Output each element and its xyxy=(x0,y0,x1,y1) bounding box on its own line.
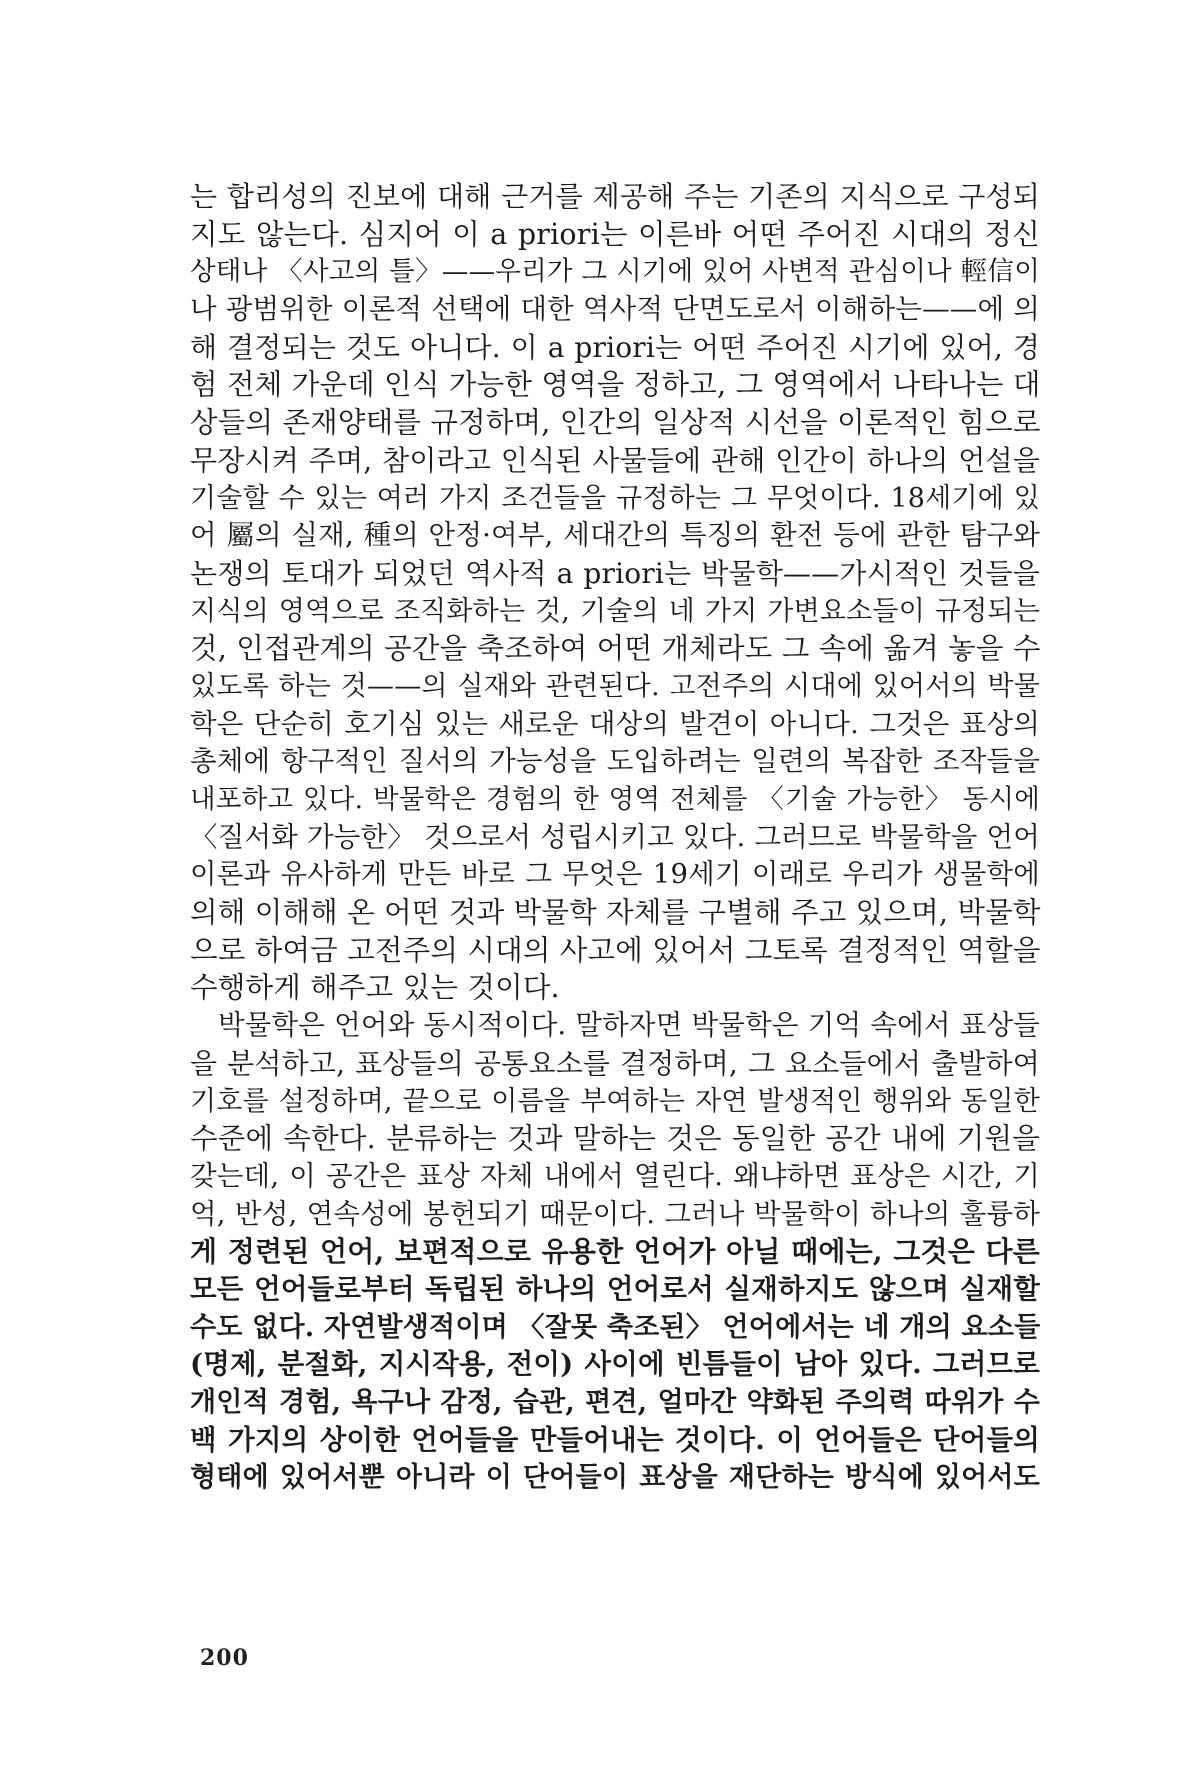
text-line: 게 정련된 언어, 보편적으로 유용한 언어가 아닐 때에는, 그것은 다른 xyxy=(190,1235,1040,1269)
text-line: 내포하고 있다. 박물학은 경험의 한 영역 전체를 〈기술 가능한〉 동시에 xyxy=(190,784,1040,815)
text-line: 이론과 유사하게 만든 바로 그 무엇은 19세기 이래로 우리가 생물학에 xyxy=(190,858,1040,891)
text-line: 논쟁의 토대가 되었던 역사적 a priori는 박물학——가시적인 것들을 xyxy=(190,556,1040,590)
text-line: 상들의 존재양태를 규정하며, 인간의 일상적 시선을 이론적인 힘으로 xyxy=(190,406,1041,440)
body-text xyxy=(190,178,1040,1497)
text-line: (명제, 분절화, 지시작용, 전이) 사이에 빈틈들이 남아 있다. 그러므로 xyxy=(190,1348,1040,1381)
text-line: 〈질서화 가능한〉 것으로서 성립시키고 있다. 그러므로 박물학을 언어 xyxy=(190,820,1040,853)
text-line: 수행하게 해주고 있는 것이다. xyxy=(190,971,560,1005)
text-line: 무장시켜 주며, 참이라고 인식된 사물들에 관해 인간이 하나의 언설을 xyxy=(190,443,1040,477)
text-line: 지도 않는다. 심지어 이 a priori는 이른바 어떤 주어진 시대의 정신 xyxy=(190,217,1040,251)
page-number: 200 xyxy=(200,1645,249,1671)
text-line: 험 전체 가운데 인식 가능한 영역을 정하고, 그 영역에서 나타나는 대 xyxy=(190,368,1041,402)
paragraph-1 xyxy=(190,178,1040,1007)
text-line: 을 분석하고, 표상들의 공통요소를 결정하며, 그 요소들에서 출발하여 xyxy=(190,1046,1040,1080)
text-line: 백 가지의 상이한 언어들을 만들어내는 것이다. 이 언어들은 단어들의 xyxy=(190,1423,1040,1456)
text-line: 있도록 하는 것——의 실재와 관련된다. 고전주의 시대에 있어서의 박물 xyxy=(190,670,1040,702)
text-line: 나 광범위한 이론적 선택에 대한 역사적 단면도로서 이해하는——에 의 xyxy=(190,293,1040,326)
text-line: 해 결정되는 것도 아니다. 이 a priori는 어떤 주어진 시기에 있어, 경 xyxy=(190,330,1040,364)
text-line: 박물학은 언어와 동시적이다. 말하자면 박물학은 기억 속에서 표상들 xyxy=(218,1009,1040,1042)
text-line: 총체에 항구적인 질서의 가능성을 도입하려는 일련의 복잡한 조작들을 xyxy=(190,745,1040,778)
text-line: 수도 없다. 자연발생적이며 〈잘못 축조된〉 언어에서는 네 개의 요소들 xyxy=(190,1311,1041,1343)
text-line: 기호를 설정하며, 끝으로 이름을 부여하는 자연 발생적인 행위와 동일한 xyxy=(190,1085,1040,1117)
text-line: 기술할 수 있는 여러 가지 조건들을 규정하는 그 무엇이다. 18세기에 있 xyxy=(190,482,1040,514)
text-line: 것, 인접관계의 공간을 축조하여 어떤 개체라도 그 속에 옮겨 놓을 수 xyxy=(190,632,1041,666)
text-line: 지식의 영역으로 조직화하는 것, 기술의 네 가지 가변요소들이 규정되는 xyxy=(190,595,1040,627)
text-line: 으로 하여금 고전주의 시대의 사고에 있어서 그토록 결정적인 역할을 xyxy=(190,933,1041,967)
text-line: 상태나 〈사고의 틀〉——우리가 그 시기에 있어 사변적 관심이나 輕信이 xyxy=(190,256,1040,288)
text-line: 모든 언어들로부터 독립된 하나의 언어로서 실재하지도 않으며 실재할 xyxy=(190,1272,1040,1305)
paragraph-2 xyxy=(190,1007,1040,1497)
text-line: 의해 이해해 온 어떤 것과 박물학 자체를 구별해 주고 있으며, 박물학 xyxy=(190,896,1041,930)
text-line: 어 屬의 실재, 種의 안정·여부, 세대간의 특징의 환전 등에 관한 탐구와 xyxy=(190,519,1040,552)
text-line: 억, 반성, 연속성에 봉헌되기 때문이다. 그러나 박물학이 하나의 훌륭하 xyxy=(190,1197,1040,1230)
text-line: 는 합리성의 진보에 대해 근거를 제공해 주는 기존의 지식으로 구성되 xyxy=(190,180,1040,213)
text-line: 수준에 속한다. 분류하는 것과 말하는 것은 동일한 공간 내에 기원을 xyxy=(190,1122,1040,1156)
text-line: 학은 단순히 호기심 있는 새로운 대상의 발견이 아니다. 그것은 표상의 xyxy=(190,707,1040,740)
text-line: 개인적 경험, 욕구나 감정, 습관, 편견, 얼마간 약화된 주의력 따위가 수 xyxy=(190,1387,1040,1418)
text-line: 갖는데, 이 공간은 표상 자체 내에서 열린다. 왜냐하면 표상은 시간, 기 xyxy=(190,1159,1040,1192)
text-line: 형태에 있어서뿐 아니라 이 단어들이 표상을 재단하는 방식에 있어서도 xyxy=(190,1462,1040,1494)
